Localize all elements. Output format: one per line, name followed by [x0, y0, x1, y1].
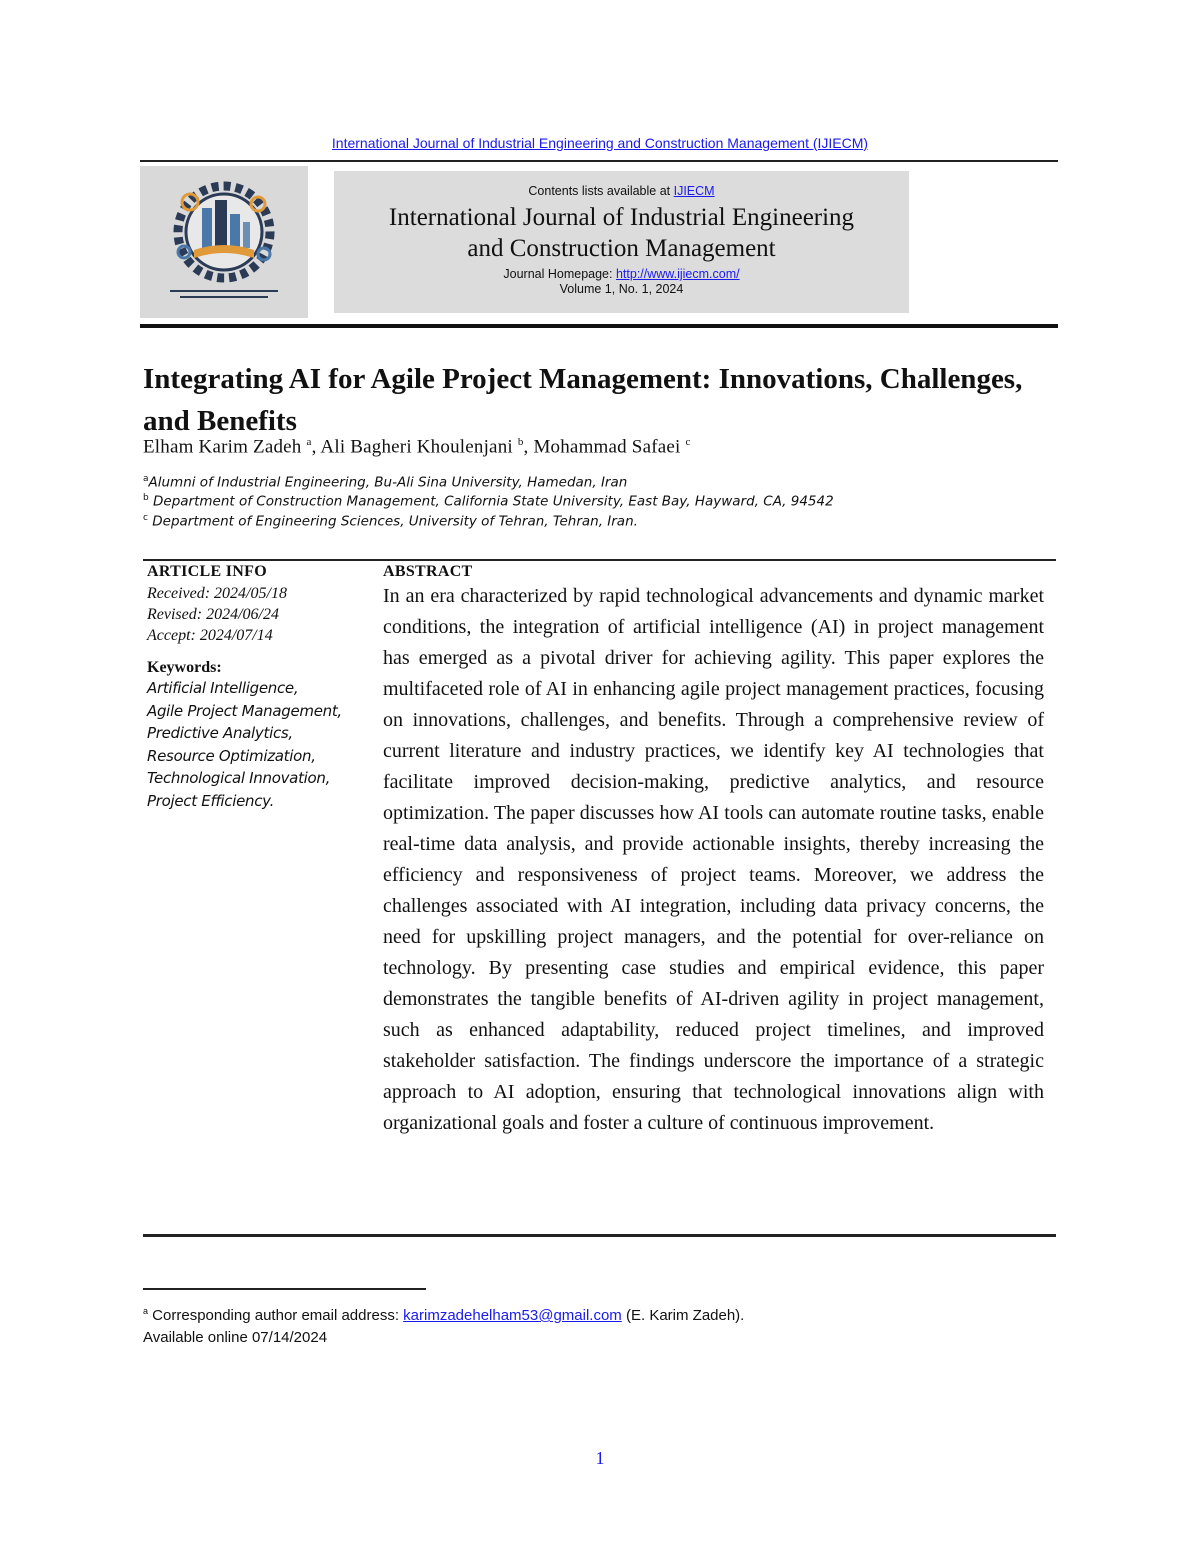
author-name: Ali Bagheri Khoulenjani [320, 436, 513, 458]
masthead-divider [140, 324, 1058, 328]
header-divider [140, 160, 1058, 162]
journal-masthead [334, 171, 909, 313]
author-affiliation-marker: a [306, 436, 312, 448]
running-head-link[interactable]: International Journal of Industrial Engineering and Construction Management (IJIECM) [331, 135, 869, 151]
affiliation-text: Department of Engineering Sciences, University of Tehran, Tehran, Iran. [152, 513, 638, 530]
affiliation-text: Department of Construction Management, California State University, East Bay, Hayward, CA, 94542 [153, 493, 834, 510]
affiliation-marker: b [143, 493, 149, 503]
info-top-rule [143, 559, 1056, 561]
keyword-item: Resource Optimization, [147, 746, 316, 765]
abstract-section [383, 563, 1044, 1139]
keyword-item: Technological Innovation, [147, 769, 331, 787]
volume-info: Volume 1, No. 1, 2024 [559, 282, 684, 296]
received-date: Received: 2024/05/18 [147, 585, 287, 602]
affiliation-a [143, 474, 627, 491]
affiliation-text: Alumni of Industrial Engineering, Bu-Ali Sina University, Hamedan, Iran [148, 474, 628, 491]
author-list [143, 436, 691, 458]
keyword-item: Project Efficiency. [147, 791, 275, 810]
journal-title-line2: and Construction Management [467, 235, 776, 262]
journal-title [334, 202, 909, 264]
keyword-item: Predictive Analytics, [147, 724, 293, 742]
available-online: Available online 07/14/2024 [143, 1329, 328, 1346]
revised-date: Revised: 2024/06/24 [147, 606, 279, 623]
article-info-heading: ARTICLE INFO [147, 563, 267, 580]
affiliation-marker: a [143, 474, 149, 484]
footnote-prefix: Corresponding author email address: [148, 1307, 404, 1324]
contents-line [334, 184, 909, 198]
author-email-link[interactable]: karimzadehelham53@gmail.com [403, 1307, 622, 1324]
affiliation-marker: c [143, 513, 148, 523]
keyword-list [147, 677, 372, 812]
keyword-item: Artificial Intelligence, [147, 679, 299, 697]
footnote-marker: a [143, 1306, 149, 1316]
journal-title-line1: International Journal of Industrial Engineering [388, 204, 855, 231]
contents-link[interactable]: IJIECM [673, 184, 715, 198]
author-name: Elham Karim Zadeh [143, 436, 302, 458]
contents-prefix: Contents lists available at [528, 184, 674, 198]
article-title: Integrating AI for Agile Project Management: Innovations, Challenges, and Benefits [143, 363, 1023, 437]
affiliation-c [143, 513, 638, 530]
author-name: Mohammad Safaei [533, 436, 681, 458]
corresponding-author [143, 1300, 744, 1327]
footnote-suffix: (E. Karim Zadeh). [621, 1307, 745, 1324]
article-info [147, 563, 372, 812]
running-head[interactable] [0, 135, 1200, 151]
author-separator: , [523, 436, 534, 458]
accept-date: Accept: 2024/07/14 [147, 627, 273, 644]
abstract-heading: ABSTRACT [383, 563, 473, 580]
homepage-line [334, 267, 909, 281]
keyword-item: Agile Project Management, [147, 701, 342, 720]
abstract-bottom-rule [143, 1234, 1056, 1237]
affiliation-b [143, 493, 834, 510]
author-affiliation-marker: b [517, 436, 524, 448]
abstract-text: In an era characterized by rapid technological advancements and dynamic market conditions, the integration of artificial intelligence (AI) in project management has emerged as a pivotal driver for achieving agility. This paper explores the multifaceted role of AI in enhancing agile project management practices, focusing on innovations, challenges, and benefits. Through a comprehensive review of current literature and industry practices, we identify key AI technologies that facilitate improved decision-making, predictive analytics, and resource optimization. The paper discusses how AI tools can automate routine tasks, enable real-time data analysis, and provide actionable insights, thereby increasing the efficiency and responsiveness of project teams. Moreover, we address the challenges associated with AI integration, including data privacy concerns, the need for upskilling project managers, and the potential for over-reliance on technology. By presenting case studies and empirical evidence, this paper demonstrates the tangible benefits of AI-driven agility in project management, such as enhanced adaptability, reduced project timelines, and improved stakeholder satisfaction. The findings underscore the importance of a strategic approach to AI adoption, ensuring that technological innovations align with organizational goals and foster a culture of continuous improvement. [383, 585, 1044, 1134]
keywords-heading: Keywords: [147, 659, 222, 676]
homepage-link[interactable]: http://www.ijiecm.com/ [615, 267, 740, 281]
article-dates [147, 583, 372, 646]
footnote-rule [143, 1288, 426, 1290]
journal-logo [140, 166, 308, 318]
author-affiliation-marker: c [685, 436, 691, 448]
page-number: 1 [595, 1448, 605, 1468]
footnote [143, 1300, 744, 1349]
homepage-prefix: Journal Homepage: [503, 267, 616, 281]
author-separator: , [311, 436, 321, 458]
gear-logo-icon [140, 166, 308, 318]
